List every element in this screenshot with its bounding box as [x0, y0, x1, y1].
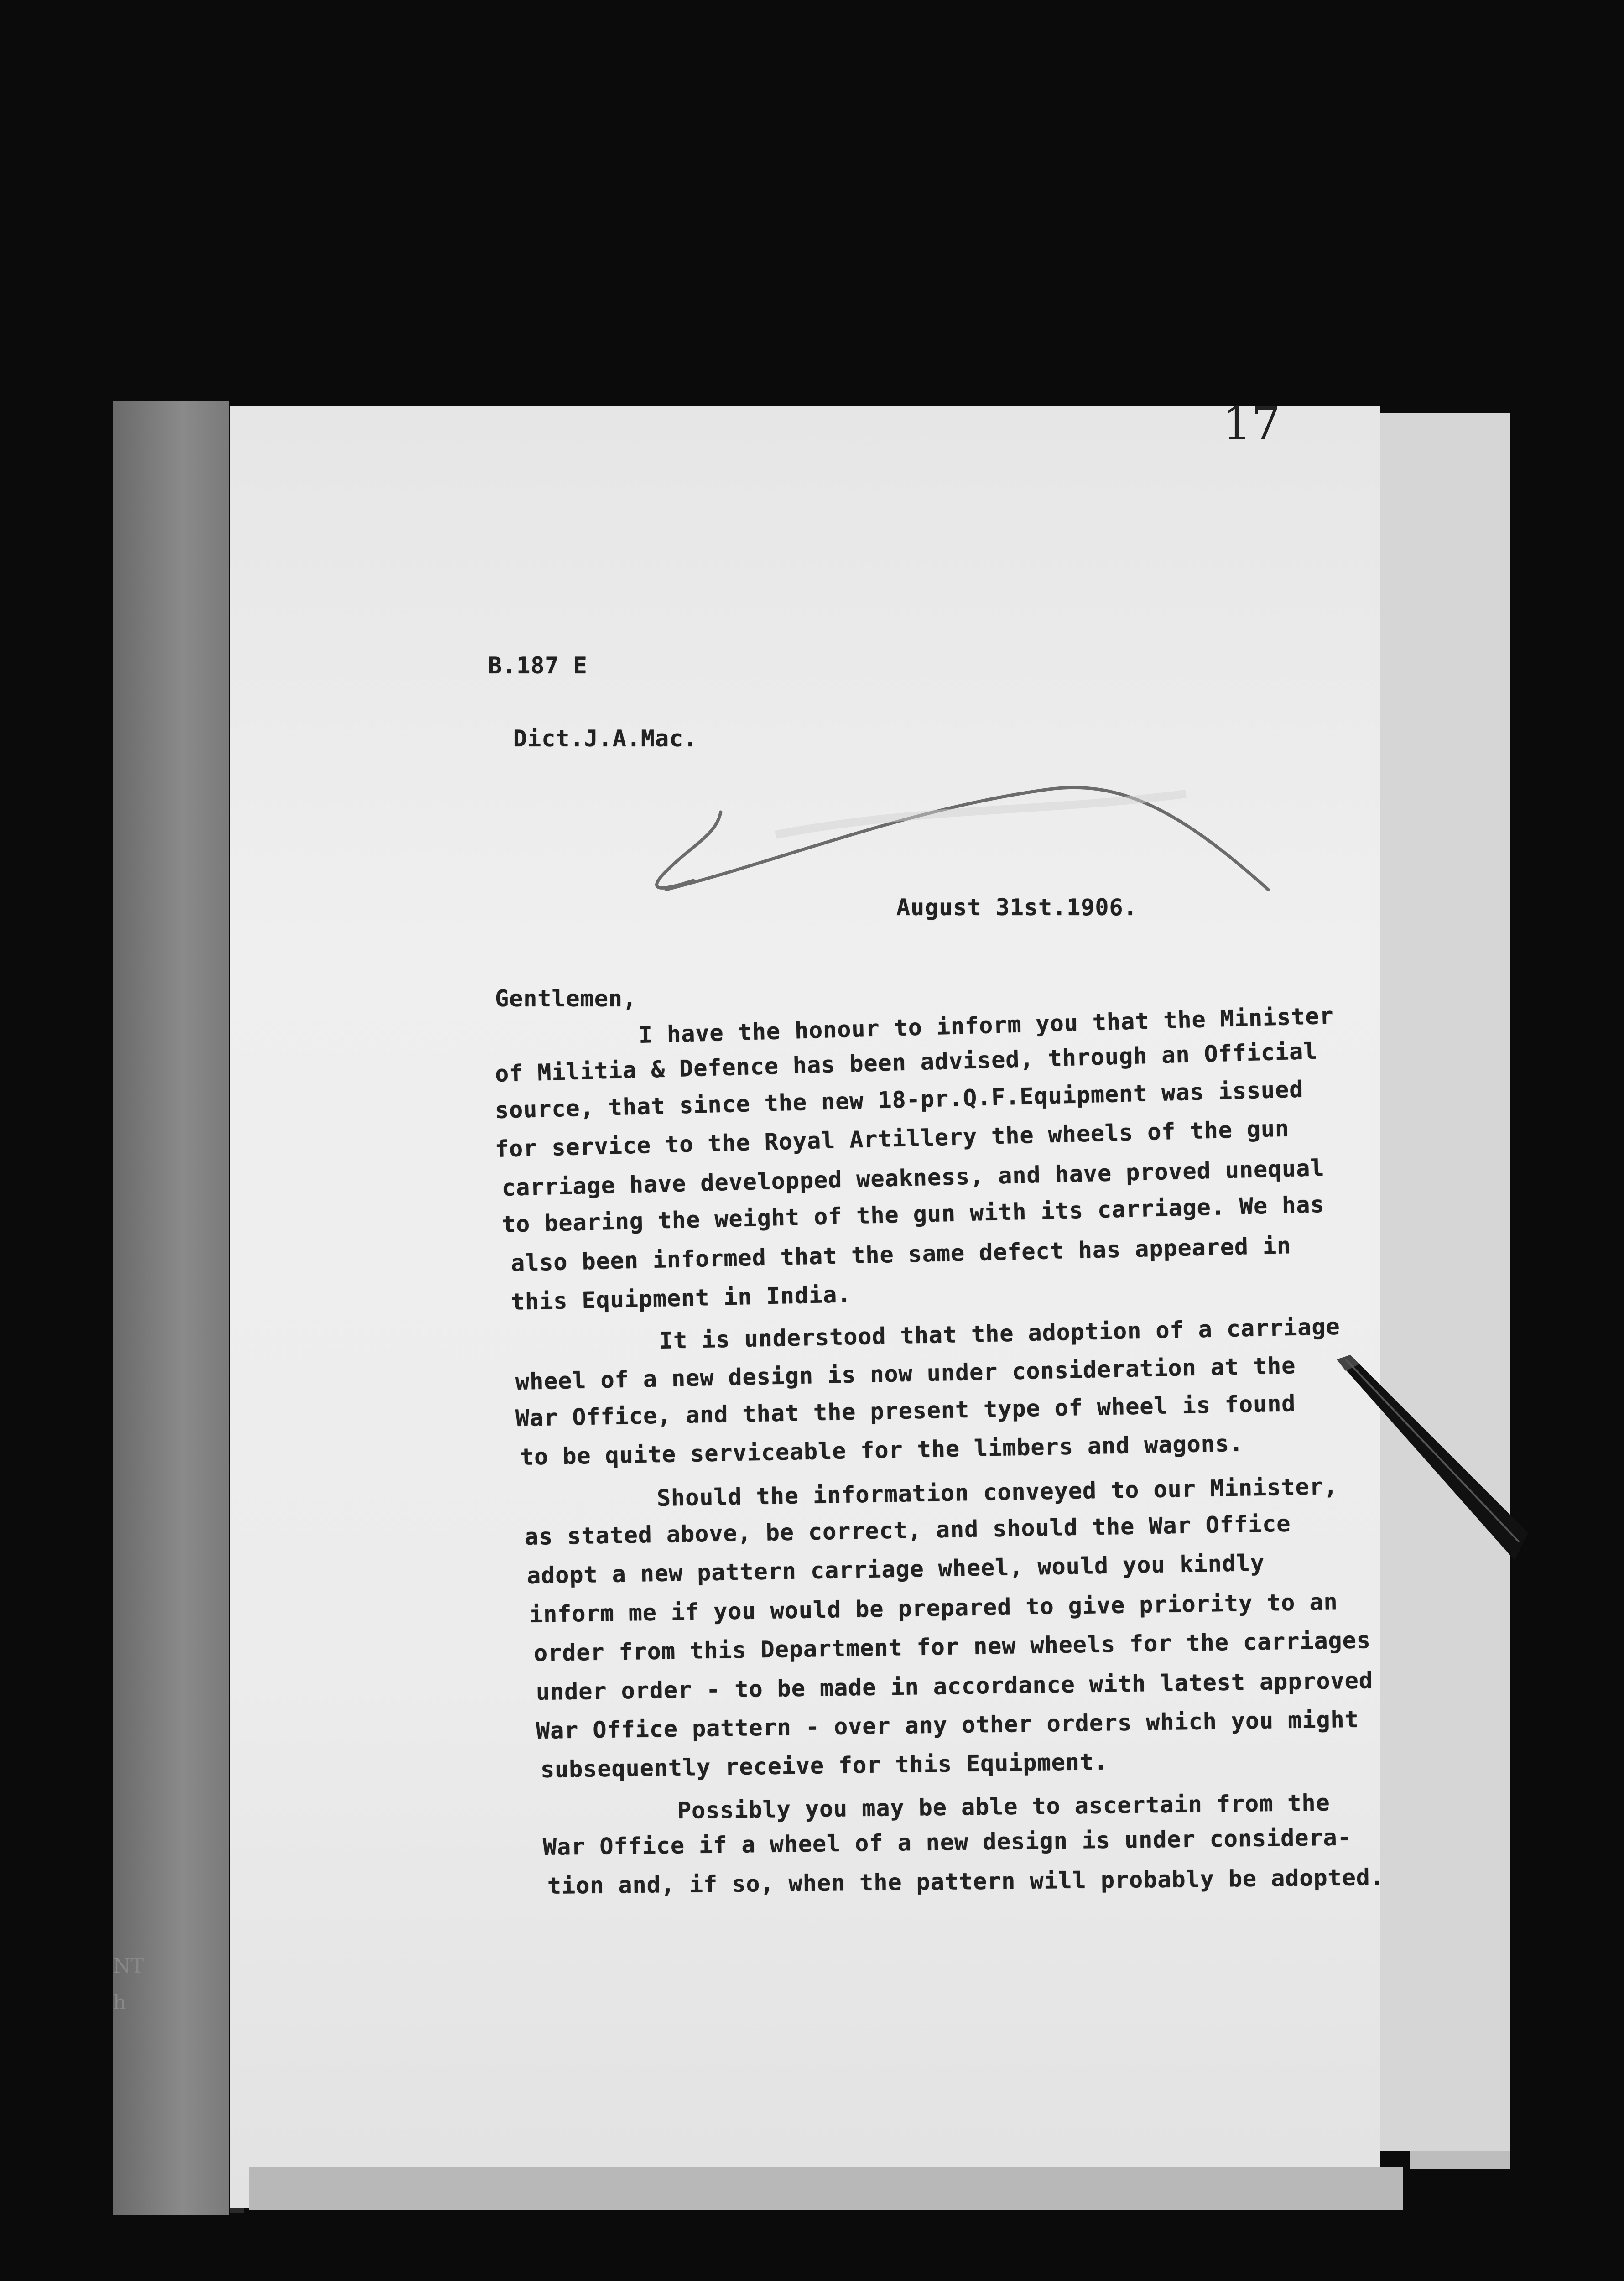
letter-body-line: of Militia & Defence has been advised, through an Official — [494, 1037, 1318, 1087]
salutation: Gentlemen, — [495, 985, 637, 1012]
left-page-strip — [113, 401, 229, 2215]
margin-fragment — [113, 1948, 150, 2021]
letter-body-line: order from this Department for new wheels for the carriages — [533, 1627, 1371, 1666]
letter-body-line: wheel of a new design is now under consideration at the — [515, 1352, 1296, 1395]
letter-body-line: War Office if a wheel of a new design is under considera- — [542, 1824, 1352, 1860]
letter-body-line: as stated above, be correct, and should the War Office — [524, 1510, 1291, 1550]
letter-body-line: adopt a new pattern carriage wheel, would you kindly — [526, 1549, 1265, 1589]
letter-body-line: Should the information conveyed to our Minister, — [656, 1473, 1338, 1511]
page-number: 17 — [1223, 397, 1281, 450]
letter-body-line: subsequently receive for this Equipment. — [540, 1748, 1109, 1783]
letter-body-line: I have the honour to inform you that the Minister — [638, 1002, 1334, 1048]
reference-number: B.187 E — [488, 652, 588, 679]
letter-body-line: War Office, and that the present type of wheel is found — [515, 1390, 1296, 1432]
letter-body-line: inform me if you would be prepared to give priority to an — [529, 1588, 1338, 1628]
back-sheet — [1364, 413, 1510, 2151]
letter-date: August 31st.1906. — [896, 894, 1138, 921]
letter-body-line: carriage have developped weakness, and have proved unequal — [501, 1154, 1325, 1201]
letter-body-line: tion and, if so, when the pattern will probably be adopted. — [547, 1864, 1385, 1899]
margin-fragment-line: h — [113, 1991, 126, 2014]
letter-body-line: also been informed that the same defect has appeared in — [510, 1232, 1291, 1276]
dictation-initials: Dict.J.A.Mac. — [513, 725, 698, 752]
letter-body-line: under order - to be made in accordance with latest approved — [536, 1667, 1374, 1705]
letter-body-line: for service to the Royal Artillery the wheels of the gun — [494, 1115, 1290, 1162]
letter-body-line: this Equipment in India. — [510, 1281, 852, 1315]
letter-body-line: to bearing the weight of the gun with its carriage. We has — [501, 1191, 1325, 1238]
margin-fragment-line: NT — [113, 1954, 144, 1978]
letter-body-line: War Office pattern - over any other orders which you might — [536, 1706, 1359, 1744]
letter-body-line: Possibly you may be able to ascertain from the — [677, 1789, 1330, 1824]
letter-body-line: to be quite serviceable for the limbers and wagons. — [520, 1430, 1244, 1470]
letter-body-line: source, that since the new 18-pr.Q.F.Equipment was issued — [494, 1076, 1304, 1124]
letter-body-line: It is understood that the adoption of a carriage — [659, 1313, 1341, 1354]
back-sheet-edge — [1410, 2151, 1510, 2169]
page-bottom-edge — [249, 2167, 1403, 2210]
pen-pointer — [1332, 1346, 1528, 1574]
